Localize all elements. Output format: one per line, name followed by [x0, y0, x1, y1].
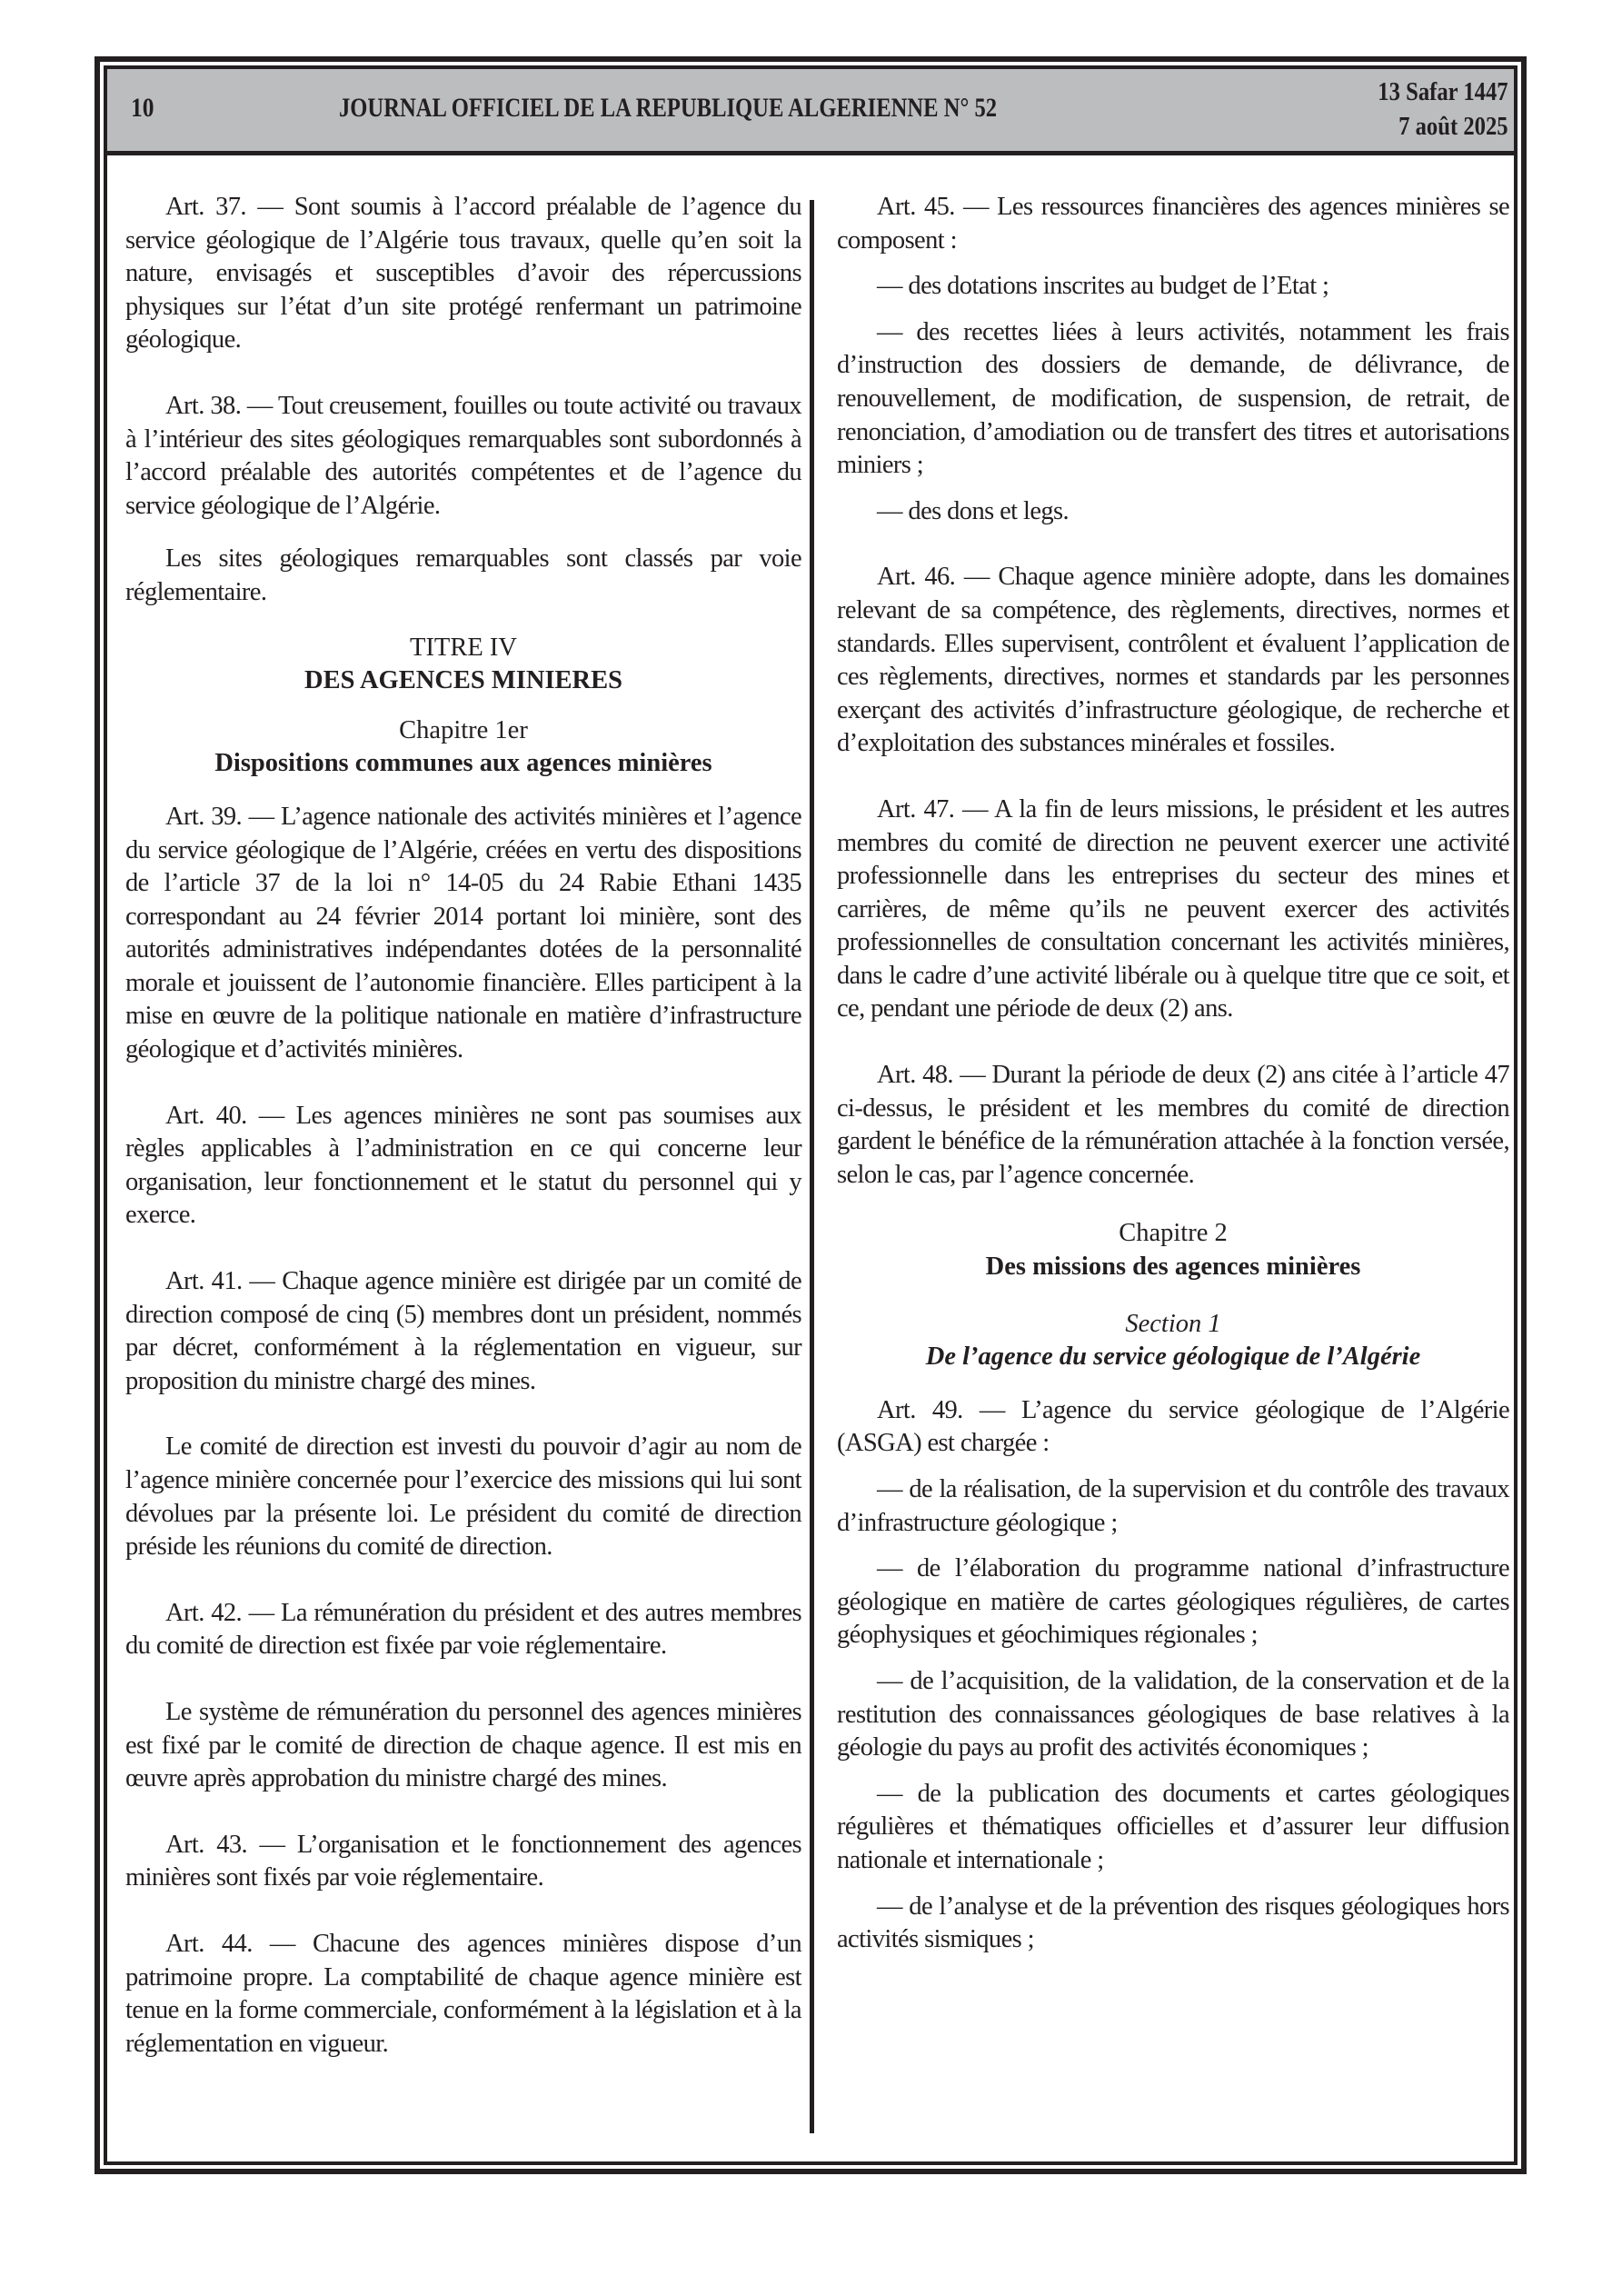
article-49-item: — de l’acquisition, de la validation, de la conservation et de la restitution des connaissances géologiques de base relatives à la géologie du pays au profit des activités économiques ; — [837, 1666, 1509, 1762]
article-38-paragraph-2: Les sites géologiques remarquables sont classés par voie réglementaire. — [125, 544, 801, 606]
article-45-item: — des recettes liées à leurs activités, notamment les frais d’instruction des dossiers de demande, de délivrance, de renouvellement, de modification, de suspension, de retrait, de renonciation, d’amodiation ou de transfert des titres et autorisations miniers ; — [837, 317, 1509, 480]
journal-header — [107, 69, 1514, 155]
article-38: Art. 38. — Tout creusement, fouilles ou toute activité ou travaux à l’intérieur des sites géologiques remarquables sont subordonnés à l’accord préalable des autorités compétentes et de l’agence du service géologique de l’Algérie. — [125, 391, 801, 520]
issue-date — [1378, 75, 1508, 144]
chapter-number: Chapitre 2 — [1119, 1219, 1228, 1248]
left-column — [125, 191, 801, 2093]
section-number: Section 1 — [1125, 1309, 1221, 1338]
date-gregorian: 7 août 2025 — [1398, 112, 1508, 141]
article-47: Art. 47. — A la fin de leurs missions, le président et les autres membres du comité de direction ne peuvent exercer une activité professionnelle dans les entreprises du secteur des mines et carrières, de même qu’ils ne peuvent exercer des activités professionnelles de consultation concernant les activités minières, dans le cadre d’une activité libérale ou à quelque titre que ce soit, et ce, pendant une période de deux (2) ans. — [837, 794, 1509, 1023]
article-41: Art. 41. — Chaque agence minière est dirigée par un comité de direction composé de cinq (5) membres dont un président, nommés par décret, conformément à la réglementation en vigueur, sur proposition du ministre chargé des mines. — [125, 1267, 801, 1395]
article-45-item: — des dotations inscrites au budget de l’Etat ; — [877, 272, 1329, 301]
article-49-item: — de l’élaboration du programme national d’infrastructure géologique en matière de cartes géologiques régulières, de cartes géophysiques et géochimiques régionales ; — [837, 1554, 1509, 1650]
article-43: Art. 43. — L’organisation et le fonctionnement des agences minières sont fixés par voie réglementaire. — [125, 1830, 801, 1892]
chapter-name: Dispositions communes aux agences minières — [214, 749, 712, 778]
article-45: Art. 45. — Les ressources financières des agences minières se composent : — [837, 193, 1509, 255]
article-46: Art. 46. — Chaque agence minière adopte, dans les domaines relevant de sa compétence, des règlements, directives, normes et standards. Elles supervisent, contrôlent et évaluent l’application de ces règlements, directives, normes et standards par les personnes exerçant des activités d’infrastructure géologique, de recherche et d’exploitation des substances minérales et fossiles. — [837, 563, 1509, 758]
article-41-paragraph-2: Le comité de direction est investi du pouvoir d’agir au nom de l’agence minière concernée pour l’exercice des missions qui lui sont dévolues par la présente loi. Le président du comité de direction préside les réunions du comité de direction. — [125, 1433, 801, 1562]
title-heading — [125, 632, 801, 781]
section-name: De l’agence du service géologique de l’Algérie — [925, 1343, 1421, 1372]
date-hijri: 13 Safar 1447 — [1378, 77, 1508, 106]
titre-name: DES AGENCES MINIERES — [304, 666, 622, 695]
chapter-number: Chapitre 1er — [399, 715, 528, 744]
article-48: Art. 48. — Durant la période de deux (2) ans citée à l’article 47 ci-dessus, le président et les membres du comité de direction gardent le bénéfice de la rémunération attachée à la fonction versée, selon le cas, par l’agence concernée. — [837, 1061, 1509, 1189]
article-49-item: — de la publication des documents et cartes géologiques régulières et thématiques officielles et d’assurer leur diffusion nationale et internationale ; — [837, 1779, 1509, 1874]
article-49-item: — de l’analyse et de la prévention des risques géologiques hors activités sismiques ; — [837, 1892, 1509, 1954]
article-42: Art. 42. — La rémunération du président et des autres membres du comité de direction est fixée par voie réglementaire. — [125, 1598, 801, 1661]
article-49-item: — de la réalisation, de la supervision et du contrôle des travaux d’infrastructure géologique ; — [837, 1475, 1509, 1537]
column-divider — [810, 200, 814, 2133]
journal-title: JOURNAL OFFICIEL DE LA REPUBLIQUE ALGERIENNE N° 52 — [339, 93, 998, 123]
article-42-paragraph-2: Le système de rémunération du personnel des agences minières est fixé par le comité de direction de chaque agence. Il est mis en œuvre après approbation du ministre chargé des mines. — [125, 1697, 801, 1793]
chapter-name: Des missions des agences minières — [985, 1253, 1361, 1282]
article-49: Art. 49. — L’agence du service géologique de l’Algérie (ASGA) est chargée : — [837, 1395, 1509, 1458]
article-40: Art. 40. — Les agences minières ne sont pas soumises aux règles applicables à l’administration en ce qui concerne leur organisation, leur fonctionnement et le statut du personnel qui y exerce. — [125, 1101, 801, 1230]
right-column — [837, 191, 1509, 1970]
chapter-2-heading — [837, 1217, 1509, 1373]
article-39: Art. 39. — L’agence nationale des activités minières et l’agence du service géologique de l’Algérie, créées en vertu des dispositions de l’article 37 de la loi n° 14-05 du 24 Rabie Ethani 1435 correspondant au 24 février 2014 portant loi minière, sont des autorités administratives indépendantes dotées de la personnalité morale et jouissent de l’autonomie financière. Elles participent à la mise en œuvre de la politique nationale en matière d’infrastructure géologique et d’activités minières. — [125, 802, 801, 1064]
article-45-item: — des dons et legs. — [877, 496, 1070, 525]
article-44: Art. 44. — Chacune des agences minières dispose d’un patrimoine propre. La comptabilité de chaque agence minière est tenue en la forme commerciale, conformément à la législation et à la réglementation en vigueur. — [125, 1929, 801, 2058]
titre-number: TITRE IV — [410, 633, 517, 662]
page-number: 10 — [131, 93, 154, 123]
article-37: Art. 37. — Sont soumis à l’accord préalable de l’agence du service géologique de l’Algérie tous travaux, quelle qu’en soit la nature, envisagés et susceptibles d’avoir des répercussions physiques sur l’état d’un site protégé renfermant un patrimoine géologique. — [125, 193, 801, 354]
